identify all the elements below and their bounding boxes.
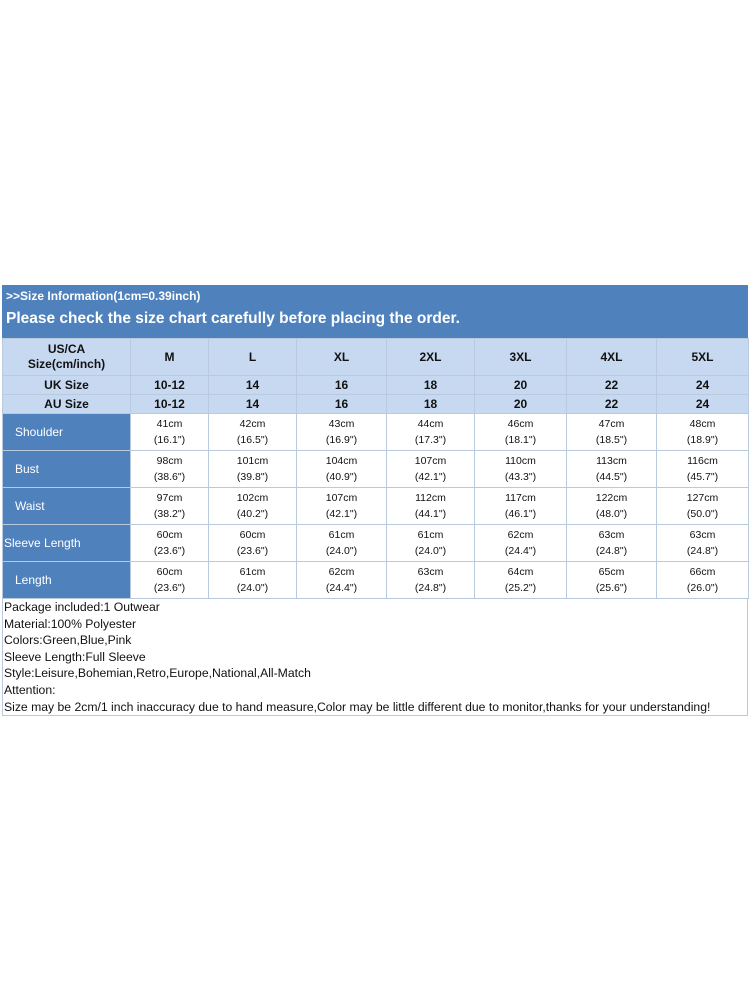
sleeve-note: Sleeve Length:Full Sleeve	[4, 649, 146, 664]
cm-value: 116cm	[687, 455, 718, 467]
cm-value: 47cm	[598, 418, 625, 430]
size-header-cell: 3XL	[475, 339, 567, 376]
size-header-cell: 2XL	[387, 339, 475, 376]
measurement-label: Waist	[3, 488, 131, 525]
measurement-label: Length	[3, 562, 131, 599]
inch-value: (24.4")	[325, 582, 358, 594]
uk-size-cell: 18	[387, 376, 475, 395]
cm-value: 46cm	[507, 418, 534, 430]
inch-value: (24.0")	[414, 545, 447, 557]
inch-value: (50.0")	[686, 508, 719, 520]
inch-value: (24.8")	[686, 545, 719, 557]
measurement-row	[3, 562, 749, 599]
measurement-cell	[131, 451, 209, 488]
cm-value: 127cm	[686, 492, 719, 504]
cm-value: 65cm	[598, 566, 625, 578]
cm-value: 43cm	[328, 418, 355, 430]
inch-value: (44.5")	[595, 471, 628, 483]
au-size-cell: 22	[567, 395, 657, 414]
cm-value: 60cm	[156, 529, 183, 541]
au-size-cell: 24	[657, 395, 749, 414]
cm-value: 98cm	[156, 455, 183, 467]
inch-value: (18.5")	[595, 434, 628, 446]
size-info-banner	[2, 285, 748, 338]
us-ca-size-label	[3, 339, 131, 376]
measurement-cell	[387, 414, 475, 451]
measurement-cell	[297, 451, 387, 488]
inch-value: (44.1")	[414, 508, 447, 520]
cm-value: 44cm	[417, 418, 444, 430]
inch-value: (38.6")	[153, 471, 186, 483]
measurement-cell	[131, 525, 209, 562]
uk-size-cell: 20	[475, 376, 567, 395]
inch-value: (16.5")	[236, 434, 269, 446]
inch-value: (24.4")	[504, 545, 537, 557]
size-check-notice: Please check the size chart carefully before placing the order.	[6, 310, 460, 327]
size-table	[2, 338, 749, 599]
measurement-cell	[387, 488, 475, 525]
cm-value: 42cm	[239, 418, 266, 430]
product-notes	[2, 599, 748, 716]
cm-value: 101cm	[236, 455, 269, 467]
inch-value: (23.6")	[153, 545, 186, 557]
cm-value: 64cm	[507, 566, 534, 578]
au-size-cell: 14	[209, 395, 297, 414]
measurement-cell	[209, 525, 297, 562]
cm-value: 63cm	[598, 529, 625, 541]
measurement-cell	[297, 488, 387, 525]
cm-value: 107cm	[414, 455, 447, 467]
uk-size-row	[3, 376, 749, 395]
inch-value: (24.0")	[236, 582, 269, 594]
measurement-label: Shoulder	[3, 414, 131, 451]
uk-size-cell: 14	[209, 376, 297, 395]
measurement-cell	[475, 562, 567, 599]
measurement-cell	[131, 414, 209, 451]
cm-value: 97cm	[156, 492, 183, 504]
measurement-cell	[475, 488, 567, 525]
inch-value: (43.3")	[504, 471, 537, 483]
size-info-title: >>Size Information(1cm=0.39inch)	[6, 289, 201, 303]
package-note: Package included:1 Outwear	[4, 600, 160, 614]
size-header-cell: 5XL	[657, 339, 749, 376]
inch-value: (24.0")	[325, 545, 358, 557]
measurement-cell	[387, 562, 475, 599]
measurement-row	[3, 451, 749, 488]
measurement-cell	[131, 562, 209, 599]
uk-size-cell: 24	[657, 376, 749, 395]
cm-value: 48cm	[689, 418, 716, 430]
measurement-cell	[657, 451, 749, 488]
uk-size-label: UK Size	[3, 376, 131, 395]
inch-value: (46.1")	[504, 508, 537, 520]
cm-value: 63cm	[417, 566, 444, 578]
measurement-row	[3, 488, 749, 525]
measurement-cell	[567, 414, 657, 451]
inch-value: (40.9")	[325, 471, 358, 483]
measurement-cell	[387, 451, 475, 488]
measurement-cell	[567, 451, 657, 488]
inch-value: (48.0")	[595, 508, 628, 520]
measurement-cell	[209, 488, 297, 525]
measurement-cell	[657, 414, 749, 451]
measurement-cell	[131, 488, 209, 525]
inch-value: (16.1")	[153, 434, 186, 446]
uk-size-cell: 22	[567, 376, 657, 395]
au-size-label: AU Size	[3, 395, 131, 414]
measurement-cell	[209, 451, 297, 488]
inch-value: (23.6")	[236, 545, 269, 557]
measurement-row	[3, 525, 749, 562]
inch-value: (26.0")	[686, 582, 719, 594]
cm-value: 107cm	[325, 492, 358, 504]
inch-value: (39.8")	[236, 471, 269, 483]
measurement-cell	[475, 451, 567, 488]
cm-value: 62cm	[328, 566, 355, 578]
inch-value: (23.6")	[153, 582, 186, 594]
us-ca-size-row	[3, 339, 749, 376]
au-size-row	[3, 395, 749, 414]
measurement-cell	[567, 562, 657, 599]
size-header-cell: M	[131, 339, 209, 376]
measurement-cell	[297, 562, 387, 599]
inch-value: (45.7")	[686, 471, 719, 483]
measurement-cell	[475, 525, 567, 562]
cm-value: 66cm	[689, 566, 716, 578]
cm-value: 41cm	[156, 418, 183, 430]
cm-value: 60cm	[239, 529, 266, 541]
inch-value: (25.2")	[504, 582, 537, 594]
inch-value: (40.2")	[236, 508, 269, 520]
cm-value: 122cm	[595, 492, 628, 504]
colors-note: Colors:Green,Blue,Pink	[4, 633, 132, 648]
measurement-cell	[657, 562, 749, 599]
au-size-cell: 20	[475, 395, 567, 414]
measurement-row	[3, 414, 749, 451]
au-size-cell: 10-12	[131, 395, 209, 414]
cm-value: 61cm	[239, 566, 266, 578]
inch-value: (25.6")	[595, 582, 628, 594]
measurement-cell	[567, 525, 657, 562]
measurement-cell	[475, 414, 567, 451]
measurement-label: Bust	[3, 451, 131, 488]
material-note: Material:100% Polyester	[4, 616, 137, 631]
size-chart	[2, 285, 748, 716]
inch-value: (24.8")	[414, 582, 447, 594]
cm-value: 63cm	[689, 529, 716, 541]
measurement-cell	[387, 525, 475, 562]
measurement-cell	[657, 488, 749, 525]
inch-value: (18.1")	[504, 434, 537, 446]
inch-value: (17.3")	[414, 434, 447, 446]
cm-value: 61cm	[417, 529, 444, 541]
cm-value: 110cm	[505, 455, 536, 467]
au-size-cell: 16	[297, 395, 387, 414]
size-header-cell: L	[209, 339, 297, 376]
measurement-cell	[209, 562, 297, 599]
size-unit-label: Size(cm/inch)	[27, 357, 106, 371]
accuracy-note: Size may be 2cm/1 inch inaccuracy due to hand measure,Color may be little different due to monitor,thanks for your understanding!	[4, 699, 711, 714]
size-header-cell: 4XL	[567, 339, 657, 376]
inch-value: (24.8")	[595, 545, 628, 557]
inch-value: (38.2")	[153, 508, 186, 520]
size-header-cell: XL	[297, 339, 387, 376]
inch-value: (42.1")	[325, 508, 358, 520]
uk-size-cell: 16	[297, 376, 387, 395]
measurement-cell	[657, 525, 749, 562]
cm-value: 62cm	[507, 529, 534, 541]
cm-value: 60cm	[156, 566, 183, 578]
measurement-cell	[209, 414, 297, 451]
measurement-cell	[297, 414, 387, 451]
uk-size-cell: 10-12	[131, 376, 209, 395]
attention-label: Attention:	[4, 682, 56, 697]
cm-value: 112cm	[415, 492, 446, 504]
cm-value: 61cm	[328, 529, 355, 541]
inch-value: (42.1")	[414, 471, 447, 483]
measurement-cell	[297, 525, 387, 562]
cm-value: 117cm	[505, 492, 536, 504]
measurement-cell	[567, 488, 657, 525]
style-note: Style:Leisure,Bohemian,Retro,Europe,National,All-Match	[4, 666, 311, 681]
measurement-label: Sleeve Length	[3, 525, 131, 562]
inch-value: (18.9")	[686, 434, 719, 446]
cm-value: 113cm	[596, 455, 627, 467]
cm-value: 104cm	[325, 455, 358, 467]
inch-value: (16.9")	[325, 434, 358, 446]
cm-value: 102cm	[236, 492, 269, 504]
us-ca-label: US/CA	[47, 342, 86, 356]
au-size-cell: 18	[387, 395, 475, 414]
